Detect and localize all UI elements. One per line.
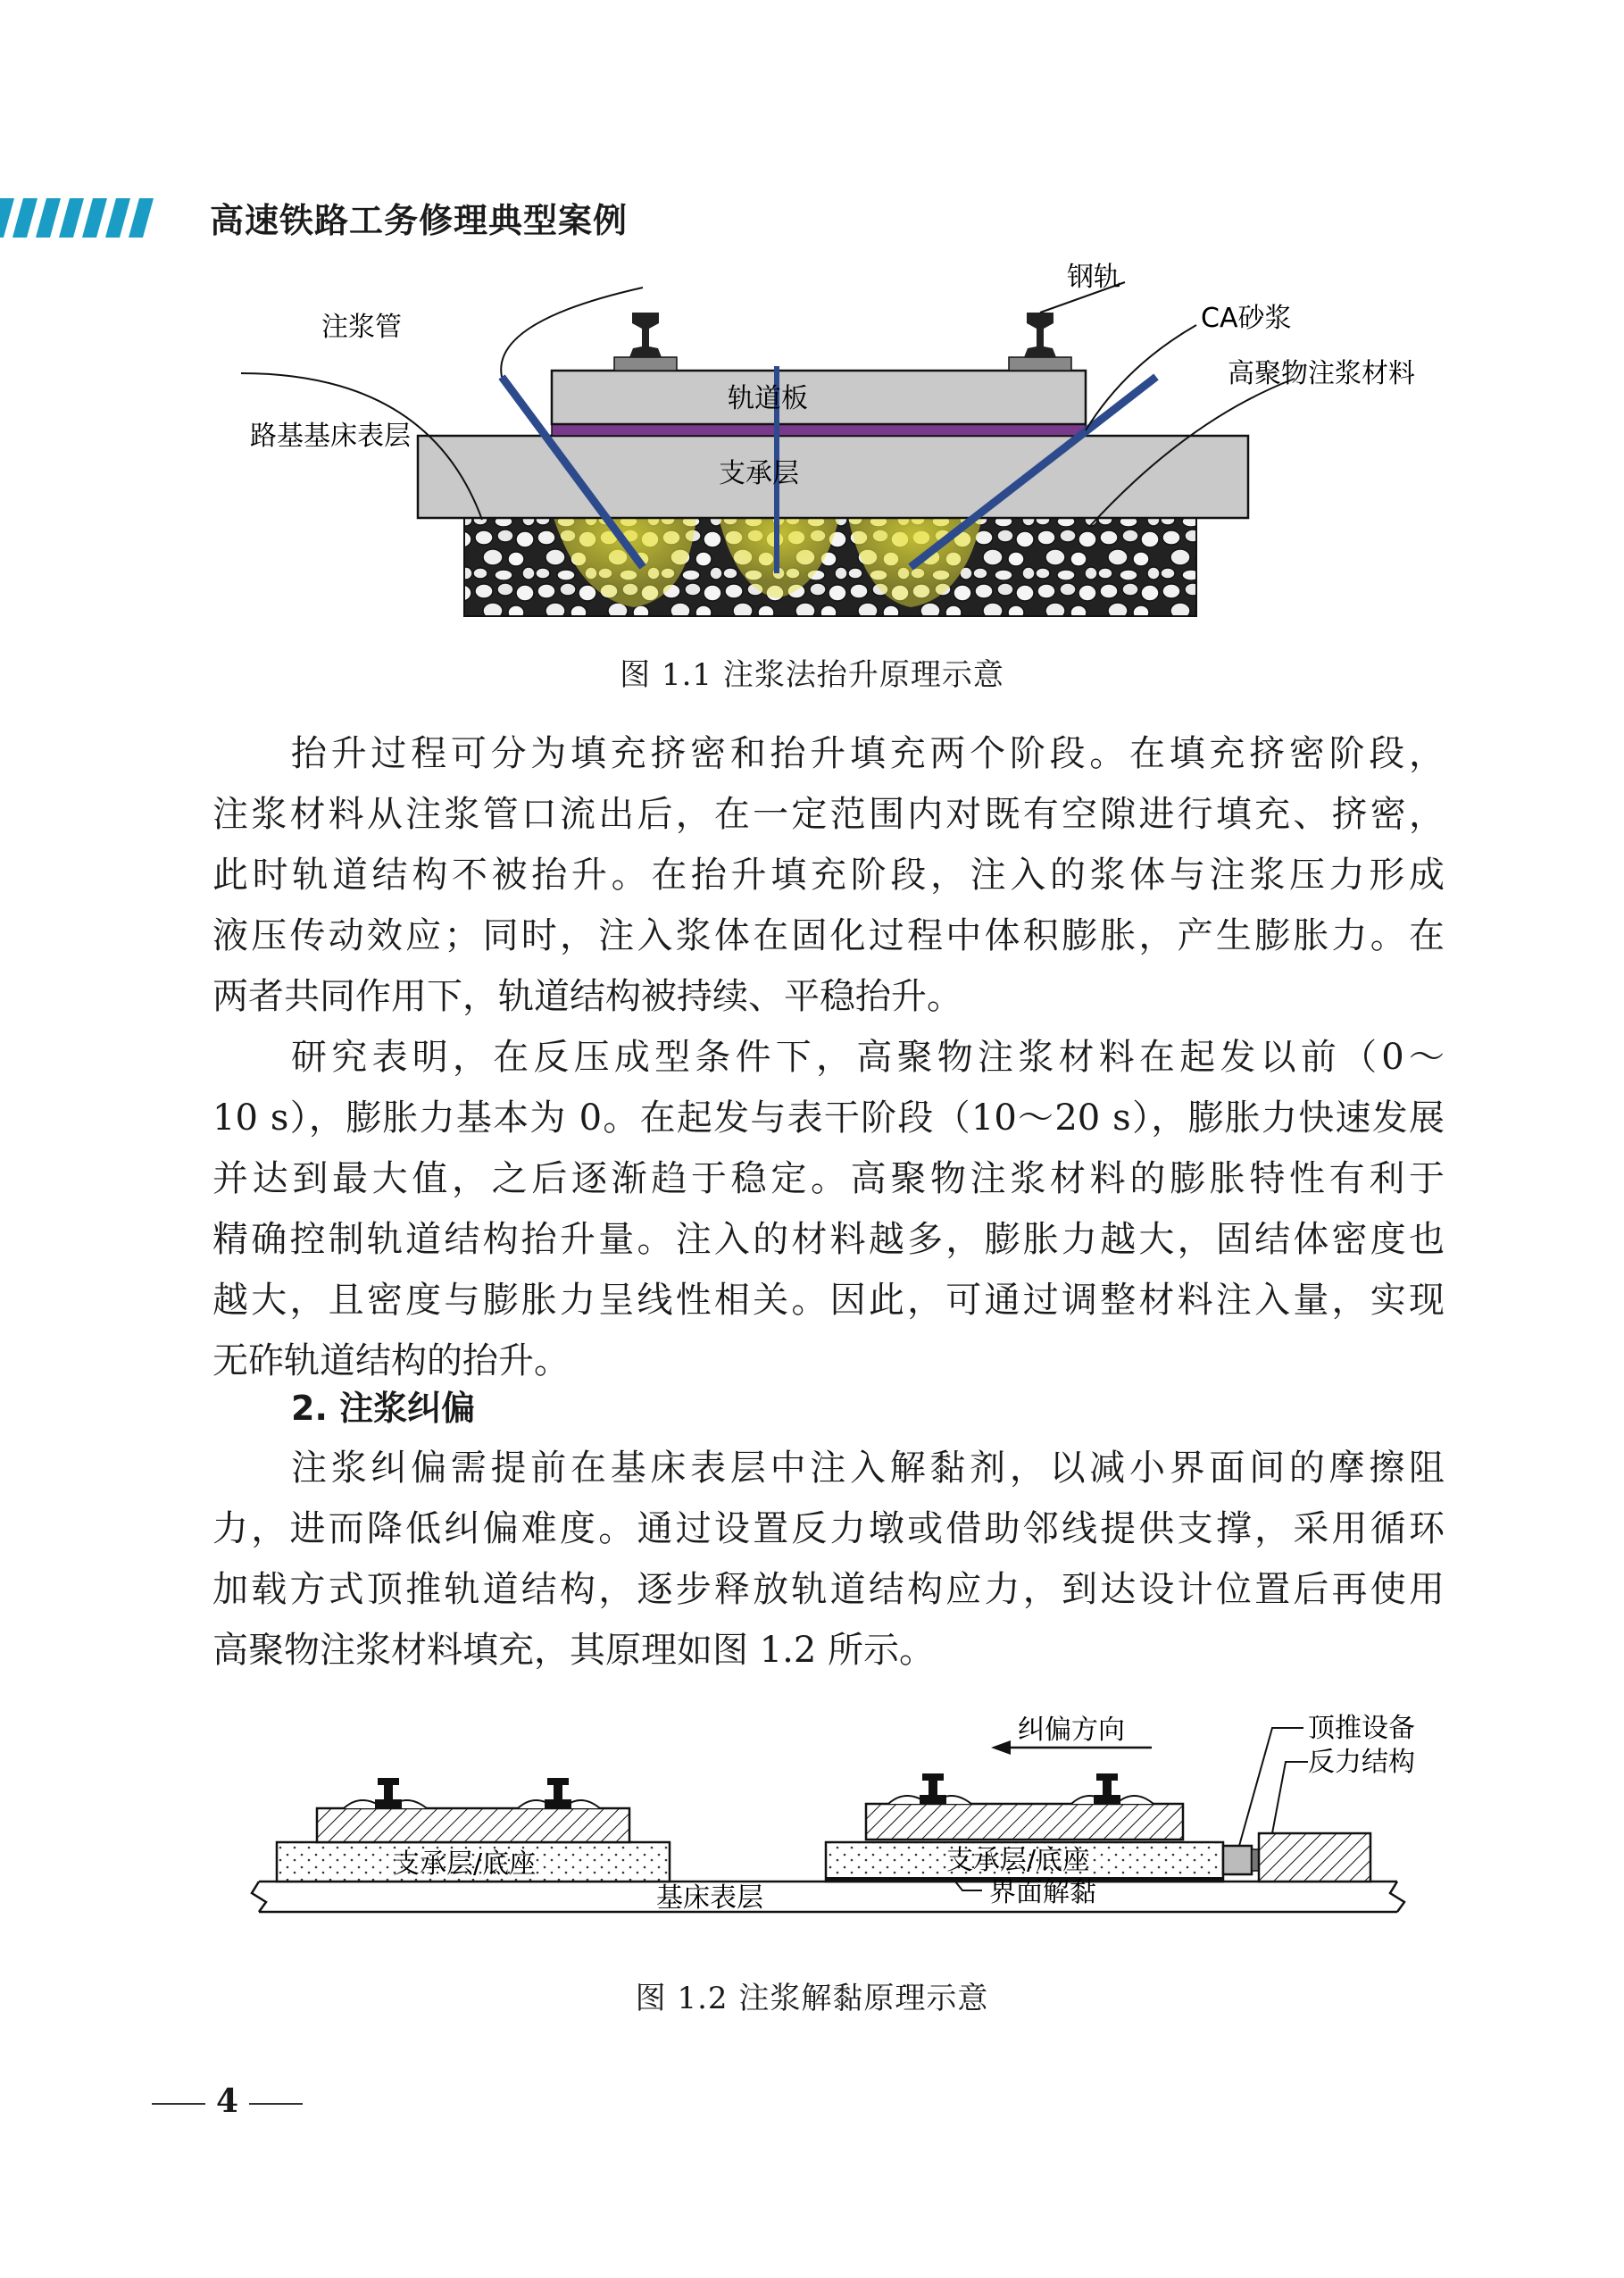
- p2-line-3: 并达到最大值，之后逐渐趋于稳定。高聚物注浆材料的膨胀特性有利于: [212, 1158, 1445, 1199]
- label-subgrade-surface: 路基基床表层: [250, 421, 411, 452]
- label-base: 基床表层: [656, 1882, 763, 1914]
- page-number: [141, 2082, 313, 2120]
- header-title: 高速铁路工务修理典型案例: [210, 201, 629, 240]
- base-layer: [252, 1882, 1404, 1912]
- p3-line-1: 注浆纠偏需提前在基床表层中注入解黏剂，以减小界面间的摩擦阻: [291, 1448, 1445, 1489]
- p2-line-4: 精确控制轨道结构抬升量。注入的材料越多，膨胀力越大，固结体密度也: [212, 1219, 1445, 1260]
- label-support-left: 支承层/底座: [393, 1848, 537, 1880]
- p3-line-2: 力，进而降低纠偏难度。通过设置反力墩或借助邻线提供支撑，采用循环: [212, 1508, 1445, 1549]
- label-grout-pipe: 注浆管: [321, 312, 402, 343]
- page-number-value: 4: [216, 2082, 239, 2120]
- p1-line-1: 抬升过程可分为填充挤密和抬升填充两个阶段。在填充挤密阶段，: [291, 733, 1445, 774]
- figure-1-1: [223, 259, 1437, 634]
- label-direction: 纠偏方向: [1018, 1715, 1125, 1746]
- p1-line-4: 液压传动效应；同时，注入浆体在固化过程中体积膨胀，产生膨胀力。在: [212, 915, 1445, 956]
- figure-1-2: [241, 1701, 1428, 1942]
- header-stripes: [0, 198, 170, 238]
- label-polymer-material: 高聚物注浆材料: [1228, 358, 1415, 389]
- figure-1-2-caption: 图 1.2 注浆解黏原理示意: [635, 1981, 989, 2016]
- label-track-slab: 轨道板: [728, 383, 808, 414]
- label-interface: 界面解黏: [989, 1877, 1096, 1908]
- section-heading: 2. 注浆纠偏: [291, 1389, 476, 1428]
- p3-line-4: 高聚物注浆材料填充，其原理如图 1.2 所示。: [212, 1630, 936, 1671]
- track-slab: [552, 371, 1086, 424]
- paragraph-3: [212, 1438, 1445, 1681]
- p2-line-6: 无砟轨道结构的抬升。: [212, 1340, 570, 1381]
- label-support-layer: 支承层: [719, 458, 799, 489]
- jack-device: [1223, 1846, 1252, 1874]
- p1-line-2: 注浆材料从注浆管口流出后，在一定范围内对既有空隙进行填充、挤密，: [212, 794, 1445, 835]
- p3-line-3: 加载方式顶推轨道结构，逐步释放轨道结构应力，到达设计位置后再使用: [212, 1569, 1445, 1610]
- label-ca-mortar: CA砂浆: [1201, 303, 1292, 334]
- p1-line-5: 两者共同作用下，轨道结构被持续、平稳抬升。: [212, 976, 962, 1017]
- p1-line-3: 此时轨道结构不被抬升。在抬升填充阶段，注入的浆体与注浆压力形成: [212, 855, 1445, 896]
- label-reaction: 反力结构: [1308, 1747, 1415, 1778]
- paragraph-2: [212, 1027, 1445, 1391]
- ca-mortar-layer: [552, 424, 1086, 436]
- rail-left: [614, 313, 677, 371]
- paragraph-1: [212, 723, 1445, 1027]
- p2-line-5: 越大，且密度与膨胀力呈线性相关。因此，可通过调整材料注入量，实现: [212, 1280, 1445, 1321]
- rail-right: [1009, 313, 1071, 371]
- slab-right: [866, 1804, 1183, 1840]
- label-rail: 钢轨: [1067, 262, 1120, 293]
- p2-line-2: 10 s），膨胀力基本为 0。在起发与表干阶段（10～20 s），膨胀力快速发展: [212, 1097, 1445, 1139]
- label-jack: 顶推设备: [1308, 1713, 1415, 1744]
- reaction-structure: [1259, 1833, 1370, 1882]
- slab-left: [317, 1808, 629, 1842]
- support-layer: [418, 436, 1248, 518]
- figure-1-1-caption: 图 1.1 注浆法抬升原理示意: [620, 657, 1004, 693]
- label-support-right: 支承层/底座: [946, 1845, 1090, 1876]
- p2-line-1: 研究表明，在反压成型条件下，高聚物注浆材料在起发以前（0～: [291, 1037, 1445, 1078]
